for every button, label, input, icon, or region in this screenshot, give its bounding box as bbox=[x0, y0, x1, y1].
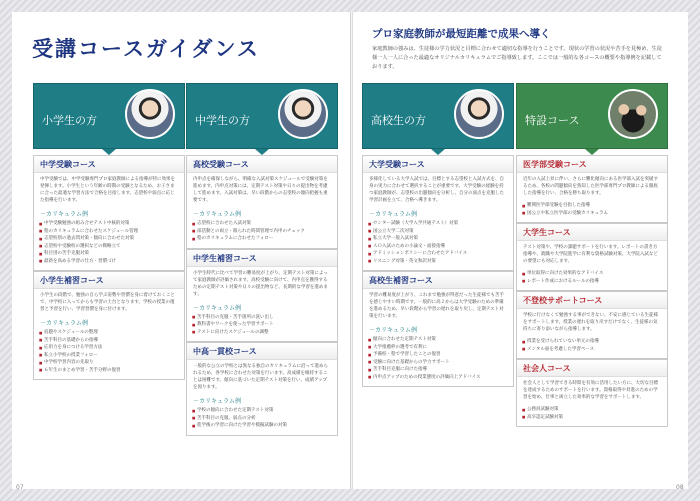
course-title: 小学生補習コース bbox=[34, 272, 184, 289]
category-label: 小学生の方 bbox=[42, 114, 97, 127]
list-item: ■ 苦手科目克服に向けた指導 bbox=[373, 366, 507, 374]
list-item: ■ アドミッションポリシーに合わせたアドバイス bbox=[373, 250, 507, 258]
list-item: ■ 国公立大学二次対策 bbox=[373, 228, 507, 236]
list-item: ■ 塾のカリキュラムに合わせたフォロー bbox=[197, 235, 331, 243]
curriculum-label: －カリキュラム例 bbox=[369, 327, 417, 334]
list-item: ■ 志望校別の過去問対策・傾向に合わせた対策 bbox=[44, 235, 178, 243]
list-item: ■ 教科書やワークを使った学習サポート bbox=[197, 321, 331, 329]
course-description: 学校に行けなくて勉強する事ができない、不安に感じている生徒様をサポートします。授業の遅れを取り戻すだけでなく、生徒様の気持ちに寄り添いながら指導します。 bbox=[523, 313, 658, 332]
list-item: ■ 部活動との両立・限られた時間管理で内申のチェック bbox=[197, 228, 331, 236]
list-item: ■ 塾のカリキュラムに合わせたスケジュール管理 bbox=[44, 228, 178, 236]
course-description: 学習の難易度が上がり、これまで勉強が得意だった生徒様でも苦手を感じやすい時期です。一般的に高２からは大学受験のための準備を進めるため、早い段階から学習の遅れを取り戻し、定期テスト対策を行います。 bbox=[369, 293, 504, 319]
course-description: 小学生時代に比べて学習の難易度が上がり、定期テスト対策によって家庭教師が評価されます。高校受験に向けて、内申点を獲得するための定期テスト対策や日々の提出物など、長期的な学習を進めます。 bbox=[193, 270, 328, 297]
curriculum-label: －カリキュラム例 bbox=[40, 211, 88, 218]
list-item: ■ 苦手科目の基礎からの指導 bbox=[44, 337, 178, 345]
intro-text: 家庭教師の強みは、生徒様の学力状況と目標に合わせて適切な指導を行うことです。現状の学習の状況や苦手を見極め、生徒様一人一人に合った最適なオリジナルカリキュラムでご指導致します。ここでは一般的な各コースの概要や指導例を記載しております。 bbox=[372, 46, 662, 70]
course-section bbox=[186, 249, 338, 343]
list-item: ■ 進学後の学習に向けた学習や模擬試験の対策 bbox=[197, 422, 331, 430]
list-item: ■ 受験に向けた基礎からの学力サポート bbox=[373, 359, 507, 367]
course-title: 社会人コース bbox=[517, 360, 667, 377]
column-header bbox=[516, 83, 668, 149]
list-item: ■ 国公立や私立医学部の受験カリキュラム bbox=[527, 210, 661, 218]
course-section bbox=[33, 271, 185, 380]
category-label: 中学生の方 bbox=[195, 114, 250, 127]
curriculum-list bbox=[187, 312, 337, 342]
curriculum-label: －カリキュラム例 bbox=[193, 304, 241, 312]
course-description: 多様化している大学入試では、目標とする志望校と入試方式を、自身の実力に合わせて選択することが重要です。大学受験の経験を持つ家庭教師が、志望校の出題傾向を分析し、自分の弱点を克服した学習計画を立て、合格へ導きます。 bbox=[369, 177, 504, 203]
list-item: ■ 中学校学習内容の先取り bbox=[44, 359, 178, 367]
course-title: 高校生補習コース bbox=[363, 272, 513, 289]
category-label: 高校生の方 bbox=[371, 114, 426, 127]
list-item: ■ 最新を高める学習の仕方・習慣づけ bbox=[44, 258, 178, 266]
course-title: 不登校サポートコース bbox=[517, 292, 667, 309]
list-item: ■ 単位取得に向けた効果的なアドバイス bbox=[527, 270, 661, 278]
course-description: テスト対策や、学校の課題サポートを行います。レポートの書き方指導や、就職や大学院進学に有利な資格試験対策、大学院入試などの要望にも対応します。 bbox=[523, 245, 658, 264]
list-item: ■ 高卒認定試験対策 bbox=[527, 414, 661, 422]
list-item: ■ メンタル面を考慮した学習ペース bbox=[527, 346, 661, 354]
curriculum-list bbox=[34, 218, 184, 270]
list-item: ■ センター試験（大学入学共通テスト）対策 bbox=[373, 220, 507, 228]
list-item: ■ 私立大学一般入試対策 bbox=[373, 235, 507, 243]
list-item: ■ 私立小学校の授業フォロー bbox=[44, 352, 178, 360]
course-description: 中学受験では、中学受験専門プロ家庭教師による指導が特に効果を発揮します。小学生という年齢の時期の受験となるため、お子さまに合った最適な学習方法で合格を目指します。志望校や弱点に応じた指導を行います。 bbox=[40, 177, 175, 203]
course-description: 小学生の段階で、勉強の自ら学ぶ姿勢や習慣を身に着けておくことで、中学校に入ってからも学習の土台となります。学校の授業の復習と予習を行い、学習習慣を身に付けます。 bbox=[40, 293, 175, 312]
group-students-photo bbox=[608, 89, 658, 139]
curriculum-list bbox=[517, 268, 667, 290]
course-column bbox=[33, 83, 185, 380]
course-description: 社会人として学習できる時間を有効に活用したい方に、大切な目標を達成するためのサポートを行います。資格取得や昇進のための学習を始め、仕事と両立した効率的な学習をサポートします。 bbox=[523, 381, 658, 400]
list-item: ■ 学校の傾向に合わせた定期テスト対策 bbox=[197, 407, 331, 415]
course-section bbox=[33, 155, 185, 271]
curriculum-label: －カリキュラム例 bbox=[369, 211, 417, 218]
high-school-student-photo bbox=[454, 89, 504, 139]
curriculum-list bbox=[187, 405, 337, 435]
course-section bbox=[516, 223, 668, 291]
list-item: ■ ＡＯ入試のための小論文・面接指導 bbox=[373, 243, 507, 251]
list-item: ■ 苦手科目の克服・苦手箇所の洗い出し bbox=[197, 314, 331, 322]
list-item: ■ テストに向けたスケジュールの調整 bbox=[197, 329, 331, 337]
column-header bbox=[186, 83, 338, 149]
list-item: ■ ６年生のまとめ学習・苦手分野の復習 bbox=[44, 367, 178, 375]
list-item: ■ 苦手科目の克服、弱点の分析 bbox=[197, 415, 331, 423]
list-item: ■ 難関医学部受験を目指した指導 bbox=[527, 202, 661, 210]
list-item: ■ 宿題やスケジュールの整理 bbox=[44, 329, 178, 337]
course-title: 大学生コース bbox=[517, 224, 667, 241]
curriculum-label: －カリキュラム例 bbox=[193, 211, 241, 218]
course-column bbox=[516, 83, 668, 427]
course-title: 高校受験コース bbox=[187, 156, 337, 173]
course-section bbox=[362, 155, 514, 271]
list-item: ■ 応用力を身につける学習方法 bbox=[44, 344, 178, 352]
list-item: ■ 科目別の苦手克服対策 bbox=[44, 250, 178, 258]
column-header bbox=[33, 83, 185, 149]
list-item: ■ リスニング対策・英文和訳対策 bbox=[373, 258, 507, 266]
list-item: ■ レポート作成におけるルールの指導 bbox=[527, 278, 661, 286]
curriculum-label: －カリキュラム例 bbox=[193, 398, 241, 405]
course-section bbox=[362, 271, 514, 387]
page-title: 受講コースガイダンス bbox=[32, 36, 260, 61]
list-item: ■ 内申点アップのための授業態度の評価向上アドバイス bbox=[373, 374, 507, 382]
curriculum-list bbox=[517, 200, 667, 222]
course-section bbox=[516, 359, 668, 427]
list-item: ■ 授業を受けられていない単元の指導 bbox=[527, 338, 661, 346]
girl-student-photo bbox=[278, 89, 328, 139]
curriculum-label: －カリキュラム例 bbox=[40, 320, 88, 327]
list-item: ■ 大学推薦枠の選考で有利に bbox=[373, 344, 507, 352]
category-label: 特設コース bbox=[525, 114, 580, 127]
course-title: 中学受験コース bbox=[34, 156, 184, 173]
boy-student-photo bbox=[125, 89, 175, 139]
course-section bbox=[186, 342, 338, 436]
curriculum-list bbox=[517, 404, 667, 426]
course-description: 近年の入試上昇に伴い、さらに難化傾向にある医学部入試を突破するため、各校の問題傾向を熟知した医学部専門プロ教師による徹底した指導を行い、合格を勝ち取ります。 bbox=[523, 177, 658, 196]
course-title: 中高一貫校コース bbox=[187, 343, 337, 360]
course-title: 医学部受験コース bbox=[517, 156, 667, 173]
curriculum-list bbox=[363, 218, 513, 270]
column-header bbox=[362, 83, 514, 149]
course-title: 中学生補習コース bbox=[187, 250, 337, 267]
course-section bbox=[516, 155, 668, 223]
page-number-right: 08 bbox=[676, 484, 684, 491]
curriculum-list bbox=[363, 334, 513, 386]
course-column bbox=[362, 83, 514, 387]
curriculum-list bbox=[517, 336, 667, 358]
list-item: ■ 公務員試験対策 bbox=[527, 406, 661, 414]
list-item: ■ 傾向に合わせた定期テスト対策 bbox=[373, 336, 507, 344]
curriculum-list bbox=[34, 327, 184, 379]
list-item: ■ 中学受験勉強の組み合せテスト中核的対策 bbox=[44, 220, 178, 228]
headline: プロ家庭教師が最短距離で成果へ導く bbox=[372, 28, 551, 40]
list-item: ■ 予備校・塾で学習したことの復習 bbox=[373, 351, 507, 359]
course-title: 大学受験コース bbox=[363, 156, 513, 173]
course-description: 内申点を確保しながら、明確な入試対策スケジュールで受験対策を進めます。内申点対策には、定期テスト対策や日々の提出物を考慮して進めます。入試対策は、早い段階からの志望校の傾向把握も重要です。 bbox=[193, 177, 328, 203]
page-number-left: 07 bbox=[16, 484, 24, 491]
curriculum-list bbox=[187, 218, 337, 248]
course-column bbox=[186, 83, 338, 436]
list-item: ■ 志望校に合わせた入試対策 bbox=[197, 220, 331, 228]
course-section bbox=[186, 155, 338, 249]
course-section bbox=[516, 291, 668, 359]
list-item: ■ 志望校や受験校の選択などの戦略立て bbox=[44, 243, 178, 251]
course-description: 一般的な公立の学校とは異なる独自のカリキュラムに沿って進められるため、各学校に合わせた対策を行います。高成績を維持することは困難です。傾向に基づいた定期テスト対策を行い、成績アップを図ります。 bbox=[193, 364, 328, 390]
